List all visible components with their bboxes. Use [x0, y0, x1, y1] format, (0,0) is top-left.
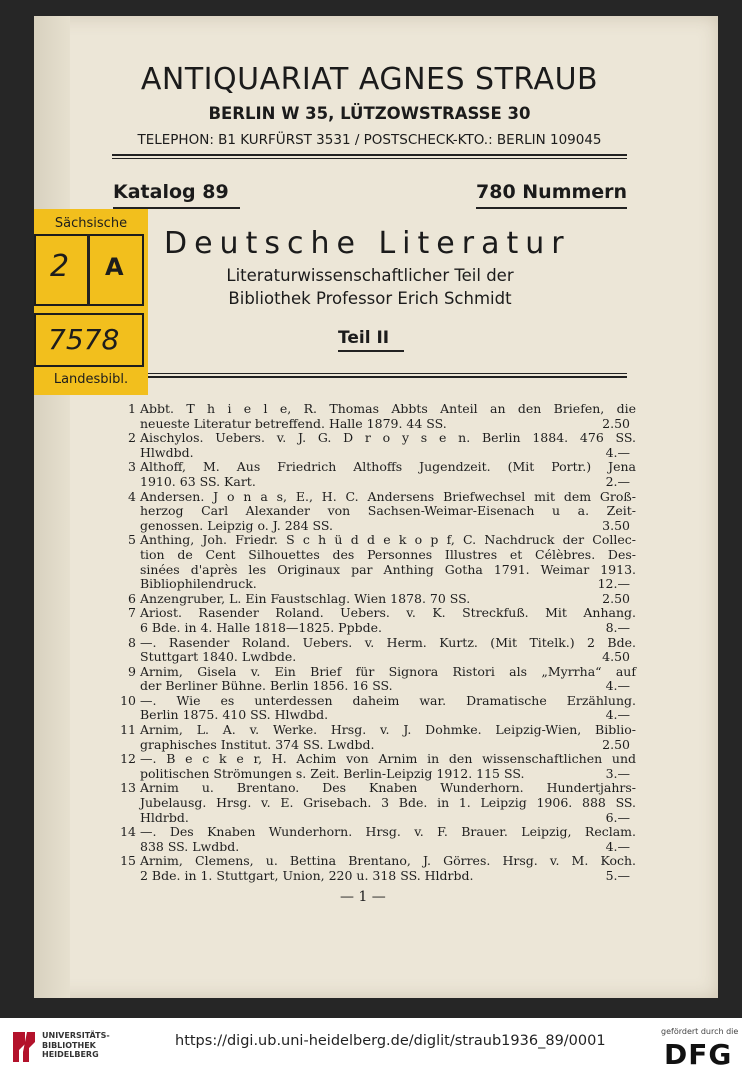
- entry-text: Andersen. J o n a s, E., H. C. Andersens Briefwechsel mit dem Groß-: [140, 488, 636, 504]
- stamp-bottom-label: Landesbibl.: [53, 372, 129, 387]
- catalog-entry: [100, 402, 640, 431]
- entry-line: [100, 825, 640, 840]
- entry-price: 2.50: [602, 415, 630, 431]
- catalog-entry: [100, 825, 640, 854]
- entry-text: Bibliophilendruck.: [140, 576, 257, 592]
- header-rule-top: [112, 154, 627, 156]
- entry-number: 11: [120, 722, 136, 738]
- entry-line: [100, 417, 640, 432]
- page-number: — 1 —: [340, 889, 386, 905]
- entry-line: [100, 854, 640, 869]
- entry-line: [100, 548, 640, 563]
- entry-text: Aischylos. Uebers. v. J. G. D r o y s e n. Berlin 1884. 476 SS.: [140, 430, 636, 446]
- entry-price: 4.—: [605, 838, 630, 854]
- catalog-entry: [100, 592, 640, 607]
- entry-text: Hldrbd.: [140, 809, 189, 825]
- stamp-divider: [87, 234, 90, 306]
- entry-number: 4: [128, 488, 136, 504]
- entry-text: Abbt. T h i e l e, R. Thomas Abbts Anteil an den Briefen, die: [140, 401, 636, 416]
- entry-price: 5.—: [605, 868, 630, 883]
- catalog-entry: [100, 460, 640, 489]
- entry-number: 6: [128, 590, 136, 606]
- catalog-entry: [100, 781, 640, 825]
- entry-line: [100, 475, 640, 490]
- entry-text: sinées d'après les Originaux par Anthing Gotha 1791. Weimar 1913.: [140, 561, 636, 577]
- entry-line: [100, 781, 640, 796]
- entry-text: Ariost. Rasender Roland. Uebers. v. K. Streckfuß. Mit Anhang.: [140, 605, 636, 621]
- entry-text: Stuttgart 1840. Lwdbde.: [140, 649, 297, 665]
- catalog-count-underline: [476, 207, 627, 209]
- stamp-top-label: Sächsische: [54, 216, 128, 231]
- entry-price: 3.—: [605, 765, 630, 781]
- entry-line: [100, 665, 640, 680]
- entry-number: 2: [128, 430, 136, 446]
- catalog-entry: [100, 665, 640, 694]
- entry-line: [100, 446, 640, 461]
- entry-line: [100, 519, 640, 534]
- entry-price: 3.50: [602, 517, 630, 533]
- catalog-entries: [100, 402, 640, 884]
- entry-line: [100, 636, 640, 651]
- entry-line: [100, 752, 640, 767]
- catalog-entry: [100, 854, 640, 883]
- entry-line: [100, 869, 640, 884]
- entry-number: 9: [128, 663, 136, 679]
- entry-line: [100, 563, 640, 578]
- entry-text: Jubelausg. Hrsg. v. E. Grisebach. 3 Bde. in 1. Leipzig 1906. 888 SS.: [140, 795, 636, 811]
- entry-text: —. B e c k e r, H. Achim von Arnim in den wissenschaftlichen und: [140, 751, 636, 767]
- firm-contact: TELEPHON: B1 KURFÜRST 3531 / POSTSCHECK-KTO.: BERLIN 109045: [137, 132, 602, 148]
- catalog-entry: [100, 636, 640, 665]
- entry-line: [100, 708, 640, 723]
- part-underline: [338, 350, 404, 352]
- entry-text: Anthing, Joh. Friedr. S c h ü d d e k o p f, C. Nachdruck der Collec-: [140, 532, 636, 548]
- entry-line: [100, 679, 640, 694]
- entry-text: 1910. 63 SS. Kart.: [140, 473, 256, 489]
- entry-number: 1: [128, 401, 136, 416]
- entry-text: —. Des Knaben Wunderhorn. Hrsg. v. F. Brauer. Leipzig, Reclam.: [140, 824, 636, 840]
- entry-line: [100, 650, 640, 665]
- catalog-entry: [100, 533, 640, 591]
- entry-price: 4.—: [605, 444, 630, 460]
- catalog-number: Katalog 89: [113, 181, 229, 203]
- entry-text: 2 Bde. in 1. Stuttgart, Union, 220 u. 318 SS. Hldrbd.: [140, 868, 474, 883]
- entry-price: 2.—: [605, 473, 630, 489]
- entry-text: politischen Strömungen s. Zeit. Berlin-Leipzig 1912. 115 SS.: [140, 765, 525, 781]
- university-name-line2: BIBLIOTHEK: [42, 1040, 96, 1050]
- catalog-entry: [100, 694, 640, 723]
- entry-number: 3: [128, 459, 136, 475]
- entry-line: [100, 694, 640, 709]
- entry-text: Arnim u. Brentano. Des Knaben Wunderhorn. Hundertjahrs-: [140, 780, 636, 796]
- entry-price: 8.—: [605, 619, 630, 635]
- entry-number: 10: [120, 692, 136, 708]
- catalog-subtitle-line2: Bibliothek Professor Erich Schmidt: [228, 289, 512, 308]
- catalog-entry: [100, 431, 640, 460]
- entry-line: [100, 606, 640, 621]
- catalog-entry: [100, 490, 640, 534]
- entry-text: neueste Literatur betreffend. Halle 1879. 44 SS.: [140, 415, 447, 431]
- catalog-title: Deutsche Literatur: [164, 226, 571, 261]
- university-logo-icon: [9, 1030, 39, 1064]
- header-rule-bottom: [112, 158, 627, 159]
- entry-text: Hlwdbd.: [140, 444, 194, 460]
- catalog-entry: [100, 752, 640, 781]
- catalog-part: Teil II: [338, 328, 390, 348]
- stamp-left-mark: 2: [50, 249, 70, 284]
- entry-number: 7: [128, 605, 136, 621]
- stamp-shelfmark: 7578: [48, 323, 120, 356]
- entry-number: 14: [120, 824, 136, 840]
- permalink-url[interactable]: https://digi.ub.uni-heidelberg.de/diglit/straub1936_89/0001: [175, 1033, 606, 1049]
- page-binding-edge: [34, 16, 70, 998]
- entry-price: 4.50: [602, 649, 630, 665]
- entry-text: tion de Cent Silhouettes des Personnes Illustres et Célèbres. Des-: [140, 546, 636, 562]
- entry-number: 13: [120, 780, 136, 796]
- library-stamp: [34, 209, 148, 395]
- entry-price: 6.—: [605, 809, 630, 825]
- entry-number: 8: [128, 634, 136, 650]
- entry-line: [100, 621, 640, 636]
- entry-line: [100, 796, 640, 811]
- entry-line: [100, 723, 640, 738]
- entry-text: Anzengruber, L. Ein Faustschlag. Wien 1878. 70 SS.: [140, 590, 471, 606]
- entry-text: Berlin 1875. 410 SS. Hlwdbd.: [140, 707, 329, 723]
- entry-price: 12.—: [597, 576, 630, 592]
- entry-number: 5: [128, 532, 136, 548]
- entry-price: 2.50: [602, 736, 630, 752]
- catalog-entry: [100, 723, 640, 752]
- entry-price: 4.—: [605, 678, 630, 694]
- entry-text: —. Rasender Roland. Uebers. v. Herm. Kurtz. (Mit Titelk.) 2 Bde.: [140, 634, 636, 650]
- catalog-count: 780 Nummern: [476, 181, 628, 203]
- entry-text: der Berliner Bühne. Berlin 1856. 16 SS.: [140, 678, 393, 694]
- entry-text: 6 Bde. in 4. Halle 1818—1825. Ppbde.: [140, 619, 382, 635]
- entry-text: Arnim, Clemens, u. Bettina Brentano, J. Görres. Hrsg. v. M. Koch.: [140, 853, 636, 869]
- entry-text: herzog Carl Alexander von Sachsen-Weimar-Eisenach u a. Zeit-: [140, 503, 636, 519]
- entry-line: [100, 460, 640, 475]
- entry-price: 2.50: [602, 590, 630, 606]
- firm-address: BERLIN W 35, LÜTZOWSTRASSE 30: [208, 104, 531, 123]
- entry-text: graphisches Institut. 374 SS. Lwdbd.: [140, 736, 375, 752]
- entry-number: 15: [120, 853, 136, 869]
- entry-text: 838 SS. Lwdbd.: [140, 838, 240, 854]
- entry-price: 4.—: [605, 707, 630, 723]
- entry-line: [100, 533, 640, 548]
- entry-text: —. Wie es unterdessen daheim war. Dramatische Erzählung.: [140, 692, 636, 708]
- entry-line: [100, 840, 640, 855]
- entry-text: Arnim, L. A. v. Werke. Hrsg. v. J. Dohmke. Leipzig-Wien, Biblio-: [140, 722, 636, 738]
- entry-line: [100, 767, 640, 782]
- firm-name: ANTIQUARIAT AGNES STRAUB: [140, 62, 599, 97]
- university-name-line1: UNIVERSITÄTS-: [42, 1031, 110, 1040]
- entry-line: [100, 504, 640, 519]
- university-name-line3: HEIDELBERG: [42, 1050, 99, 1059]
- entry-line: [100, 811, 640, 826]
- entry-line: [100, 738, 640, 753]
- section-rule-bottom: [112, 376, 627, 378]
- entry-line: [100, 431, 640, 446]
- catalog-subtitle-line1: Literaturwissenschaftlicher Teil der: [226, 266, 514, 285]
- entry-number: 12: [120, 751, 136, 767]
- section-rule-top: [112, 373, 627, 374]
- entry-line: [100, 592, 640, 607]
- catalog-entry: [100, 606, 640, 635]
- entry-text: genossen. Leipzig o. J. 284 SS.: [140, 517, 333, 533]
- entry-line: [100, 490, 640, 505]
- entry-text: Althoff, M. Aus Friedrich Althoffs Jugendzeit. (Mit Portr.) Jena: [140, 459, 636, 475]
- university-name: [42, 1031, 110, 1060]
- entry-line: [100, 577, 640, 592]
- stamp-right-mark: A: [105, 253, 124, 281]
- entry-text: Arnim, Gisela v. Ein Brief für Signora Ristori als „Myrrha“ auf: [140, 663, 636, 679]
- dfg-logo: DFG: [664, 1038, 733, 1071]
- funder-note: gefördert durch die: [661, 1027, 739, 1036]
- entry-line: [100, 402, 640, 417]
